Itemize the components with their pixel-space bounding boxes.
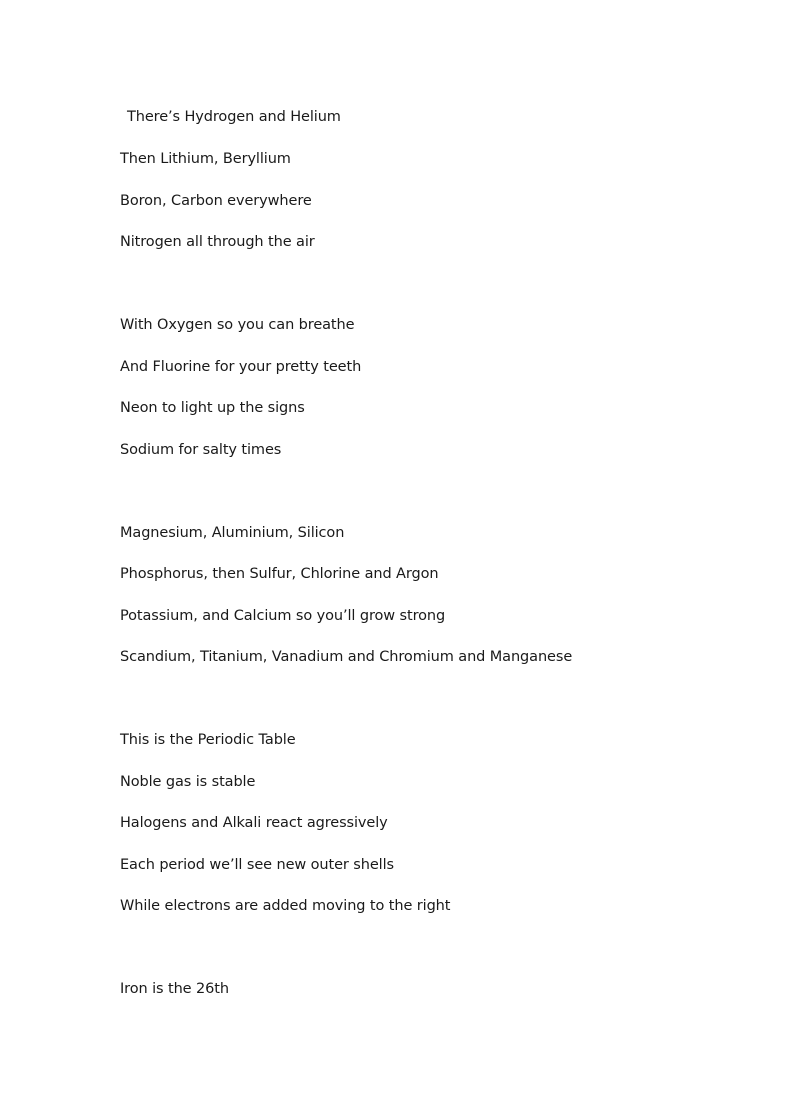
lyric-line: There’s Hydrogen and Helium bbox=[127, 109, 341, 125]
lyric-line: Neon to light up the signs bbox=[120, 400, 305, 416]
lyric-line: Halogens and Alkali react agressively bbox=[120, 815, 388, 831]
lyric-line: Boron, Carbon everywhere bbox=[120, 193, 312, 209]
lyric-line: Scandium, Titanium, Vanadium and Chromium and Manganese bbox=[120, 649, 573, 665]
lyric-line: Phosphorus, then Sulfur, Chlorine and Argon bbox=[120, 566, 439, 582]
lyric-line: Each period we’ll see new outer shells bbox=[120, 857, 394, 873]
lyric-line: Noble gas is stable bbox=[120, 774, 256, 790]
lyric-line: With Oxygen so you can breathe bbox=[120, 317, 355, 333]
lyric-line: While electrons are added moving to the right bbox=[120, 898, 451, 914]
lyric-line: Iron is the 26th bbox=[120, 981, 229, 997]
lyric-line: Nitrogen all through the air bbox=[120, 234, 315, 250]
lyric-line: This is the Periodic Table bbox=[120, 732, 296, 748]
lyric-line: Sodium for salty times bbox=[120, 442, 282, 458]
lyric-line: Magnesium, Aluminium, Silicon bbox=[120, 525, 345, 541]
lyric-line: Potassium, and Calcium so you’ll grow strong bbox=[120, 608, 446, 624]
lyric-line: Then Lithium, Beryllium bbox=[120, 151, 291, 167]
lyric-line: And Fluorine for your pretty teeth bbox=[120, 359, 362, 375]
